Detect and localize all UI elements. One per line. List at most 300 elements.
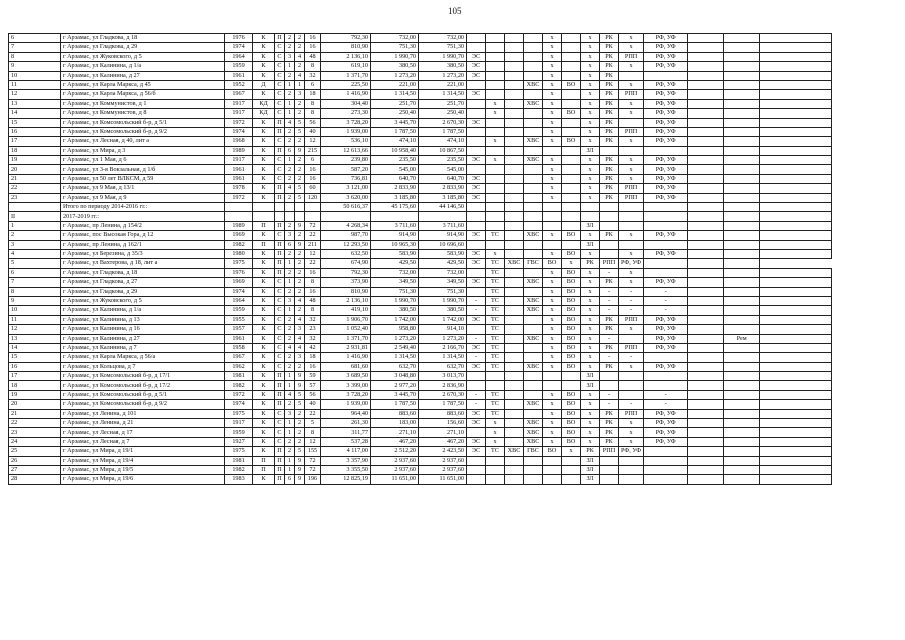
table-cell-e5 bbox=[524, 184, 543, 193]
table-cell-e6: х bbox=[543, 118, 562, 127]
table-cell-e7: х bbox=[562, 259, 581, 268]
table-cell-e9: - bbox=[600, 306, 619, 315]
table-cell-year: 1962 bbox=[225, 362, 253, 371]
table-cell-e11: - bbox=[644, 390, 688, 399]
table-cell-e6: ВО bbox=[543, 259, 562, 268]
table-cell-material: К bbox=[253, 174, 275, 183]
table-cell-e1: 467,20 bbox=[419, 437, 467, 446]
table-cell-total-area: 8 bbox=[305, 278, 321, 287]
table-cell-entrances: 2 bbox=[285, 174, 295, 183]
table-cell-e3: ТС bbox=[486, 334, 505, 343]
table-row bbox=[9, 71, 832, 80]
table-cell-e8: х bbox=[581, 353, 600, 362]
table-cell-e1: 10 696,60 bbox=[419, 240, 467, 249]
table-cell-e2: ЭС bbox=[467, 62, 486, 71]
table-cell-no: 18 bbox=[9, 381, 61, 390]
table-cell-e12 bbox=[688, 334, 724, 343]
table-cell-e12 bbox=[688, 203, 724, 212]
table-cell-apartments: 2 bbox=[295, 278, 305, 287]
table-cell-living-area: 419,10 bbox=[321, 306, 371, 315]
table-cell-e4 bbox=[505, 268, 524, 277]
table-cell-e13 bbox=[724, 240, 760, 249]
table-cell-e10: х bbox=[619, 419, 644, 428]
table-cell-e9: РК bbox=[600, 156, 619, 165]
table-cell-e9: РК bbox=[600, 34, 619, 43]
table-cell-living-area: 12 293,50 bbox=[321, 240, 371, 249]
table-cell-e1: 474,10 bbox=[419, 137, 467, 146]
table-cell-e7 bbox=[562, 165, 581, 174]
table-cell-total-area: 57 bbox=[305, 381, 321, 390]
table-cell-e10: х bbox=[619, 437, 644, 446]
table-cell-e10: х bbox=[619, 99, 644, 108]
table-cell-area2: 3 445,70 bbox=[371, 118, 419, 127]
table-cell-entrances: 4 bbox=[285, 390, 295, 399]
table-cell-e4 bbox=[505, 306, 524, 315]
table-cell-e4 bbox=[505, 419, 524, 428]
table-cell-material: П bbox=[253, 240, 275, 249]
table-cell-floors: П bbox=[275, 372, 285, 381]
table-cell-apartments: 2 bbox=[295, 156, 305, 165]
table-cell-e1: 3 185,80 bbox=[419, 193, 467, 202]
table-cell-e4 bbox=[505, 109, 524, 118]
table-cell-floors: С bbox=[275, 343, 285, 352]
table-cell-e5 bbox=[524, 109, 543, 118]
table-cell-e8: х bbox=[581, 174, 600, 183]
table-cell-apartments: 5 bbox=[295, 118, 305, 127]
table-cell-e6: х bbox=[543, 278, 562, 287]
table-cell-e8: ЗЛ bbox=[581, 372, 600, 381]
table-cell-floors: С bbox=[275, 109, 285, 118]
table-cell-entrances: 2 bbox=[285, 400, 295, 409]
table-cell-address: г Арзамас, ул Березина, д 35/3 bbox=[61, 249, 225, 258]
table-cell-e2 bbox=[467, 212, 486, 221]
table-cell-entrances: 2 bbox=[285, 437, 295, 446]
table-cell-e4 bbox=[505, 90, 524, 99]
table-cell-year: 1927 bbox=[225, 437, 253, 446]
table-cell-e13 bbox=[724, 165, 760, 174]
table-cell-total-area: 196 bbox=[305, 475, 321, 484]
table-cell-e1: 3 711,60 bbox=[419, 221, 467, 230]
table-cell-area2: 583,90 bbox=[371, 249, 419, 258]
table-cell-e13 bbox=[724, 325, 760, 334]
table-cell-e2: ЭС bbox=[467, 118, 486, 127]
table-cell-floors: С bbox=[275, 231, 285, 240]
table-cell-material: П bbox=[253, 456, 275, 465]
table-cell-e7: ВО bbox=[562, 400, 581, 409]
table-cell-address: г Арзамас, ул Лесная, д 17 bbox=[61, 428, 225, 437]
table-cell-e3: ТС bbox=[486, 296, 505, 305]
table-cell-note bbox=[760, 390, 832, 399]
table-cell-entrances: 1 bbox=[285, 62, 295, 71]
table-cell-e6: х bbox=[543, 334, 562, 343]
table-cell-material: К bbox=[253, 390, 275, 399]
table-cell-entrances: 2 bbox=[285, 165, 295, 174]
table-cell-total-area: 6 bbox=[305, 80, 321, 89]
table-cell-no: 7 bbox=[9, 43, 61, 52]
table-cell-e13 bbox=[724, 137, 760, 146]
table-cell-address: г Арзамас, пр Ленина, д 154/2 bbox=[61, 221, 225, 230]
table-cell-note bbox=[760, 174, 832, 183]
table-cell-e10: РПП bbox=[619, 184, 644, 193]
table-cell-e9: РК bbox=[600, 71, 619, 80]
table-cell-e8: х bbox=[581, 400, 600, 409]
table-cell-year: 1978 bbox=[225, 184, 253, 193]
table-cell-e5 bbox=[524, 118, 543, 127]
table-cell-address: г Арзамас, ул Гладкова, д 29 bbox=[61, 287, 225, 296]
table-cell-e13 bbox=[724, 249, 760, 258]
table-cell-year: 1957 bbox=[225, 325, 253, 334]
table-cell-area2: 2 937,60 bbox=[371, 465, 419, 474]
table-cell-apartments: 2 bbox=[295, 437, 305, 446]
table-cell-material: К bbox=[253, 146, 275, 155]
table-cell-year: 1972 bbox=[225, 193, 253, 202]
table-cell-address: г Арзамас, ул Гладкова, д 18 bbox=[61, 34, 225, 43]
table-cell-year: 1917 bbox=[225, 156, 253, 165]
table-cell-e13 bbox=[724, 99, 760, 108]
table-cell-apartments: 2 bbox=[295, 287, 305, 296]
table-cell-area2: 1 273,20 bbox=[371, 334, 419, 343]
table-cell-note bbox=[760, 137, 832, 146]
table-cell-no: 12 bbox=[9, 325, 61, 334]
table-cell-e3 bbox=[486, 203, 505, 212]
table-cell-e5 bbox=[524, 465, 543, 474]
table-cell-material: К bbox=[253, 343, 275, 352]
table-cell-address: г Арзамас, ул Комсомольский б-р, д 5/1 bbox=[61, 118, 225, 127]
table-row bbox=[9, 34, 832, 43]
table-cell-e8: х bbox=[581, 99, 600, 108]
table-cell-e8: ЗЛ bbox=[581, 475, 600, 484]
table-cell-total-area: 56 bbox=[305, 390, 321, 399]
table-row bbox=[9, 221, 832, 230]
table-cell-e3: х bbox=[486, 419, 505, 428]
table-cell-e4 bbox=[505, 43, 524, 52]
table-cell-e8: х bbox=[581, 409, 600, 418]
table-cell-e11 bbox=[644, 146, 688, 155]
table-cell-e9: РК bbox=[600, 99, 619, 108]
table-cell-e4 bbox=[505, 240, 524, 249]
table-cell-e12 bbox=[688, 475, 724, 484]
table-cell-e11: РФ, УФ bbox=[644, 437, 688, 446]
table-cell-e12 bbox=[688, 221, 724, 230]
table-cell-note bbox=[760, 62, 832, 71]
table-cell-apartments: 4 bbox=[295, 71, 305, 80]
table-cell-e9: РК bbox=[600, 137, 619, 146]
table-cell-e7: ВО bbox=[562, 325, 581, 334]
table-cell-area2: 250,40 bbox=[371, 109, 419, 118]
table-cell-e8: ЗЛ bbox=[581, 465, 600, 474]
table-cell-e8: х bbox=[581, 249, 600, 258]
table-cell-e10 bbox=[619, 71, 644, 80]
table-cell-e10: РПП bbox=[619, 315, 644, 324]
table-cell-e1: 271,10 bbox=[419, 428, 467, 437]
table-cell-no: 22 bbox=[9, 184, 61, 193]
table-cell-floors: С bbox=[275, 296, 285, 305]
table-cell-e13 bbox=[724, 156, 760, 165]
table-cell-year: 1982 bbox=[225, 465, 253, 474]
table-cell-e7: ВО bbox=[562, 287, 581, 296]
table-cell-note bbox=[760, 287, 832, 296]
table-row bbox=[9, 287, 832, 296]
table-cell-e6: х bbox=[543, 315, 562, 324]
table-cell-e1: 2 670,30 bbox=[419, 118, 467, 127]
table-cell-year: 1976 bbox=[225, 268, 253, 277]
table-cell-e6: х bbox=[543, 296, 562, 305]
table-cell-total-area: 5 bbox=[305, 419, 321, 428]
table-cell-e7 bbox=[562, 71, 581, 80]
table-cell-entrances: 2 bbox=[285, 71, 295, 80]
table-cell-e4 bbox=[505, 343, 524, 352]
table-cell-entrances: 2 bbox=[285, 193, 295, 202]
table-cell-e13 bbox=[724, 475, 760, 484]
table-cell-entrances: 1 bbox=[285, 428, 295, 437]
table-cell-address: г Арзамас, ул Вахтерова, д 18, лит а bbox=[61, 259, 225, 268]
table-cell-year: 1975 bbox=[225, 259, 253, 268]
table-cell-e12 bbox=[688, 193, 724, 202]
table-cell-e11: РФ, УФ bbox=[644, 137, 688, 146]
table-cell-e1: 1 742,00 bbox=[419, 315, 467, 324]
table-cell-no: 14 bbox=[9, 343, 61, 352]
table-cell-year: 1982 bbox=[225, 381, 253, 390]
table-cell-note bbox=[760, 146, 832, 155]
table-cell-e4 bbox=[505, 52, 524, 61]
table-cell-address: г Арзамас, ул Кольцова, д 7 bbox=[61, 362, 225, 371]
table-cell-e3: х bbox=[486, 109, 505, 118]
table-cell-e1: 914,90 bbox=[419, 231, 467, 240]
table-cell-e5 bbox=[524, 268, 543, 277]
table-cell-total-area: 22 bbox=[305, 409, 321, 418]
table-cell-e11: - bbox=[644, 287, 688, 296]
table-cell-e6: х bbox=[543, 249, 562, 258]
table-cell-no: 9 bbox=[9, 62, 61, 71]
table-row bbox=[9, 447, 832, 456]
table-cell-e9: - bbox=[600, 296, 619, 305]
table-cell-entrances: 2 bbox=[285, 353, 295, 362]
table-cell-e6: х bbox=[543, 80, 562, 89]
table-cell-e12 bbox=[688, 343, 724, 352]
table-cell-address: г Арзамас, ул 9 Мая, д 13/1 bbox=[61, 184, 225, 193]
table-cell-e2: - bbox=[467, 296, 486, 305]
table-cell-e7: ВО bbox=[562, 315, 581, 324]
table-cell-e10 bbox=[619, 118, 644, 127]
table-cell-no: 26 bbox=[9, 456, 61, 465]
table-cell-e6: х bbox=[543, 165, 562, 174]
table-cell-e1: 640,70 bbox=[419, 174, 467, 183]
table-cell-e6: х bbox=[543, 52, 562, 61]
table-cell-total-area: 155 bbox=[305, 447, 321, 456]
table-cell-apartments: 5 bbox=[295, 127, 305, 136]
table-cell-e9: РК bbox=[600, 362, 619, 371]
table-cell-e10: х bbox=[619, 43, 644, 52]
table-cell-total-area bbox=[305, 203, 321, 212]
table-cell-e13 bbox=[724, 390, 760, 399]
table-cell-e8: х bbox=[581, 118, 600, 127]
table-cell-e2 bbox=[467, 240, 486, 249]
table-cell-total-area: 72 bbox=[305, 221, 321, 230]
table-cell-address: г Арзамас, ул 1 Мая, д 6 bbox=[61, 156, 225, 165]
table-cell-material: К bbox=[253, 287, 275, 296]
table-cell-e1: 2 166,70 bbox=[419, 343, 467, 352]
table-cell-e9 bbox=[600, 203, 619, 212]
table-cell-e2: ЭС bbox=[467, 71, 486, 80]
table-cell-no: 4 bbox=[9, 249, 61, 258]
table-cell-e2: - bbox=[467, 400, 486, 409]
table-cell-e1: 2 836,90 bbox=[419, 381, 467, 390]
table-cell-e4 bbox=[505, 80, 524, 89]
table-cell-e9: РК bbox=[600, 90, 619, 99]
table-cell-e2: - bbox=[467, 306, 486, 315]
table-cell-year: 1961 bbox=[225, 334, 253, 343]
table-cell-apartments: 2 bbox=[295, 419, 305, 428]
table-cell-e12 bbox=[688, 231, 724, 240]
table-cell-e2 bbox=[467, 137, 486, 146]
table-cell-apartments bbox=[295, 212, 305, 221]
table-cell-apartments: 5 bbox=[295, 390, 305, 399]
table-cell-e5: ХВС bbox=[524, 428, 543, 437]
table-cell-e9 bbox=[600, 221, 619, 230]
table-cell-e2: ЭС bbox=[467, 409, 486, 418]
table-cell-e2 bbox=[467, 80, 486, 89]
table-cell-e11: РФ, УФ bbox=[644, 109, 688, 118]
table-cell-e11 bbox=[644, 465, 688, 474]
table-cell-e6 bbox=[543, 372, 562, 381]
table-cell-e11: РФ, УФ bbox=[644, 174, 688, 183]
table-cell-e3: ТС bbox=[486, 362, 505, 371]
table-cell-area2: 958,80 bbox=[371, 325, 419, 334]
table-cell-e1: 914,10 bbox=[419, 325, 467, 334]
table-row bbox=[9, 419, 832, 428]
table-cell-e10: х bbox=[619, 249, 644, 258]
table-cell-entrances bbox=[285, 212, 295, 221]
table-cell-e12 bbox=[688, 400, 724, 409]
table-cell-e11: РФ, УФ bbox=[644, 184, 688, 193]
table-cell-total-area: 16 bbox=[305, 34, 321, 43]
table-cell-apartments: 2 bbox=[295, 249, 305, 258]
table-cell-e9: РК bbox=[600, 428, 619, 437]
table-cell-entrances: 6 bbox=[285, 475, 295, 484]
table-cell-living-area: 50 616,37 bbox=[321, 203, 371, 212]
table-cell-e10: - bbox=[619, 287, 644, 296]
table-cell-note bbox=[760, 99, 832, 108]
table-cell-e7 bbox=[562, 212, 581, 221]
table-cell-material: К bbox=[253, 193, 275, 202]
table-cell-apartments: 5 bbox=[295, 447, 305, 456]
table-cell-e13 bbox=[724, 381, 760, 390]
table-cell-note bbox=[760, 465, 832, 474]
table-cell-entrances: 1 bbox=[285, 99, 295, 108]
table-cell-e12 bbox=[688, 428, 724, 437]
table-cell-material: П bbox=[253, 221, 275, 230]
housing-registry-table bbox=[8, 33, 832, 485]
table-cell-no: 19 bbox=[9, 156, 61, 165]
table-cell-e3: х bbox=[486, 249, 505, 258]
table-cell-e5: ХВС bbox=[524, 400, 543, 409]
table-cell-floors: С bbox=[275, 71, 285, 80]
table-cell-note bbox=[760, 221, 832, 230]
table-cell-entrances: 2 bbox=[285, 362, 295, 371]
table-cell-floors: П bbox=[275, 465, 285, 474]
table-cell-e12 bbox=[688, 43, 724, 52]
table-cell-note bbox=[760, 278, 832, 287]
table-cell-e6: х bbox=[543, 99, 562, 108]
table-cell-material: К bbox=[253, 447, 275, 456]
table-cell-e10 bbox=[619, 465, 644, 474]
table-cell-address: г Арзамас, ул Карла Маркса, д 56/а bbox=[61, 353, 225, 362]
table-cell-e6: х bbox=[543, 419, 562, 428]
table-cell-e1: 751,30 bbox=[419, 43, 467, 52]
table-cell-material: К bbox=[253, 437, 275, 446]
table-cell-note bbox=[760, 109, 832, 118]
table-cell-e7 bbox=[562, 99, 581, 108]
table-cell-e11 bbox=[644, 259, 688, 268]
table-cell-address: г Арзамас, ул Коммунистов, д 8 bbox=[61, 109, 225, 118]
table-cell-e10: х bbox=[619, 34, 644, 43]
table-cell-floors: П bbox=[275, 240, 285, 249]
table-cell-entrances: 3 bbox=[285, 231, 295, 240]
table-cell-total-area: 18 bbox=[305, 90, 321, 99]
table-row bbox=[9, 456, 832, 465]
table-cell-material: К bbox=[253, 306, 275, 315]
table-cell-entrances: 1 bbox=[285, 109, 295, 118]
table-cell-address: г Арзамас, ул 9 Мая, д 9 bbox=[61, 193, 225, 202]
table-cell-no: 21 bbox=[9, 174, 61, 183]
table-cell-e7 bbox=[562, 184, 581, 193]
table-cell-e9: РК bbox=[600, 419, 619, 428]
table-cell-year bbox=[225, 212, 253, 221]
table-cell-e13 bbox=[724, 287, 760, 296]
table-cell-e10: - bbox=[619, 353, 644, 362]
table-cell-e1: 380,50 bbox=[419, 62, 467, 71]
table-cell-living-area: 1 371,70 bbox=[321, 334, 371, 343]
table-cell-material: К bbox=[253, 90, 275, 99]
table-cell-e5: ХВС bbox=[524, 306, 543, 315]
table-cell-e11 bbox=[644, 353, 688, 362]
table-cell-e8: х bbox=[581, 315, 600, 324]
table-cell-e7: ВО bbox=[562, 80, 581, 89]
table-cell-address: г Арзамас, ул Калинина, д 13 bbox=[61, 315, 225, 324]
table-cell-e5: ХВС bbox=[524, 419, 543, 428]
table-cell-floors: С bbox=[275, 362, 285, 371]
table-cell-entrances: 2 bbox=[285, 137, 295, 146]
table-cell-e12 bbox=[688, 184, 724, 193]
table-cell-e1: 251,70 bbox=[419, 99, 467, 108]
table-cell-e4 bbox=[505, 287, 524, 296]
table-cell-no: 17 bbox=[9, 137, 61, 146]
table-cell-e6 bbox=[543, 465, 562, 474]
table-cell-e12 bbox=[688, 465, 724, 474]
table-cell-floors: П bbox=[275, 127, 285, 136]
table-cell-e11: - bbox=[644, 400, 688, 409]
table-cell-e7 bbox=[562, 193, 581, 202]
table-cell-living-area: 3 121,00 bbox=[321, 184, 371, 193]
table-cell-e11: РФ, УФ bbox=[644, 80, 688, 89]
table-row bbox=[9, 409, 832, 418]
table-cell-e8: ЗЛ bbox=[581, 381, 600, 390]
table-cell-e2: ЭС bbox=[467, 343, 486, 352]
table-cell-apartments: 5 bbox=[295, 193, 305, 202]
table-cell-area2: 251,70 bbox=[371, 99, 419, 108]
table-cell-total-area: 22 bbox=[305, 231, 321, 240]
table-row bbox=[9, 137, 832, 146]
table-cell-no: 11 bbox=[9, 315, 61, 324]
table-cell-e10 bbox=[619, 456, 644, 465]
table-cell-e8: х bbox=[581, 90, 600, 99]
table-cell-e13 bbox=[724, 90, 760, 99]
table-cell-e5: ХВС bbox=[524, 334, 543, 343]
table-cell-e2: ЭС bbox=[467, 52, 486, 61]
table-cell-e3 bbox=[486, 43, 505, 52]
table-cell-entrances: 3 bbox=[285, 296, 295, 305]
table-cell-e9: РК bbox=[600, 43, 619, 52]
